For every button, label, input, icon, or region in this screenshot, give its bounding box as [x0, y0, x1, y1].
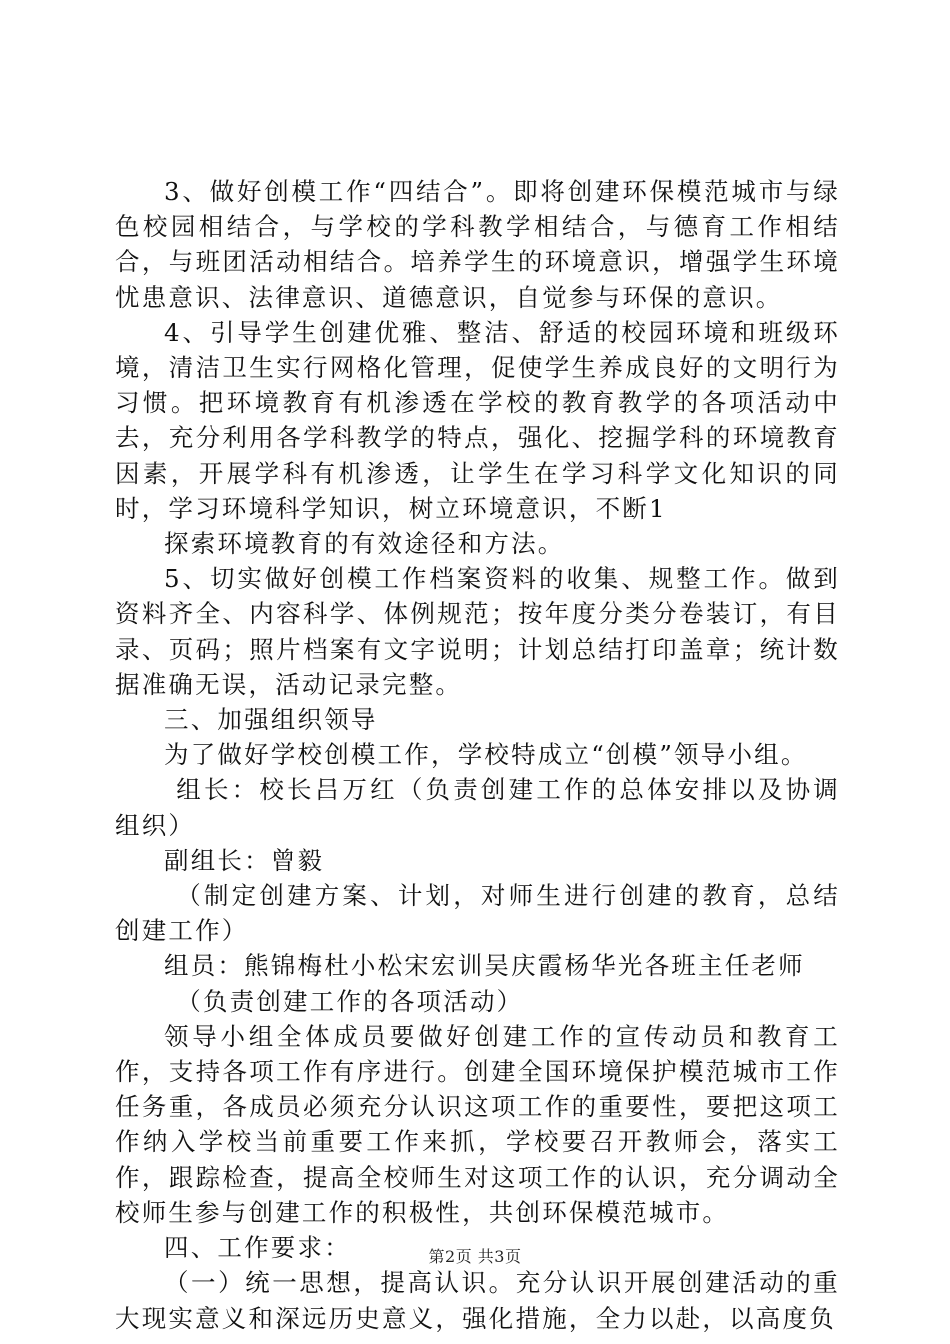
paragraph-member-duties: （负责创建工作的各项活动）	[176, 986, 524, 1016]
paragraph-continuation: 探索环境教育的有效途径和方法。	[164, 529, 565, 559]
paragraph-deputy-leader: 副组长：曾毅	[164, 845, 325, 875]
paragraph-item-5: 5、切实做好创模工作档案资料的收集、规整工作。做到资料齐全、内容科学、体例规范；按年度分类分卷装订，有目录、页码；照片档案有文字说明；计划总结打印盖章；统计数据准确无误，活动记录完整。	[115, 564, 840, 699]
paragraph-leadership-intro: 为了做好学校创模工作，学校特成立“创模”领导小组。	[164, 740, 808, 770]
section-heading-3: 三、加强组织领导	[164, 705, 378, 735]
paragraph-deputy-duties: （制定创建方案、计划，对师生进行创建的教育，总结创建工作）	[115, 881, 840, 946]
paragraph-group-responsibility: 领导小组全体成员要做好创建工作的宣传动员和教育工作，支持各项工作有序进行。创建全国环境保护模范城市工作任务重，各成员必须充分认识这项工作的重要性，要把这项工作纳入学校当前重要工作来抓，学校要召开教师会，落实工作，跟踪检查，提高全校师生对这项工作的认识，充分调动全校师生参与创建工作的积极性，共创环保模范城市。	[115, 1021, 840, 1227]
section-heading-4: 四、工作要求：	[164, 1233, 351, 1263]
paragraph-item-3: 3、做好创模工作“四结合”。即将创建环保模范城市与绿色校园相结合，与学校的学科教学相结合，与德育工作相结合，与班团活动相结合。培养学生的环境意识，增强学生环境忧患意识、法律意识、道德意识，自觉参与环保的意识。	[115, 177, 840, 312]
paragraph-item-4: 4、引导学生创建优雅、整洁、舒适的校园环境和班级环境，清洁卫生实行网格化管理，促使学生养成良好的文明行为习惯。把环境教育有机渗透在学校的教育教学的各项活动中去，充分利用各学科教学的特点，强化、挖掘学科的环境教育因素，开展学科有机渗透，让学生在学习科学文化知识的同时，学习环境科学知识，树立环境意识，不断1	[115, 317, 840, 523]
paragraph-group-leader: 组长：校长吕万红（负责创建工作的总体安排以及协调组织）	[115, 775, 840, 840]
paragraph-members: 组员：熊锦梅杜小松宋宏训吴庆霞杨华光各班主任老师	[164, 951, 805, 981]
paragraph-requirement-1: （一）统一思想，提高认识。充分认识开展创建活动的重大现实意义和深远历史意义，强化措施，全力以赴，以高度负	[115, 1268, 840, 1333]
page-number-footer: 第2页 共3页	[428, 1247, 522, 1266]
document-body	[115, 174, 840, 1336]
